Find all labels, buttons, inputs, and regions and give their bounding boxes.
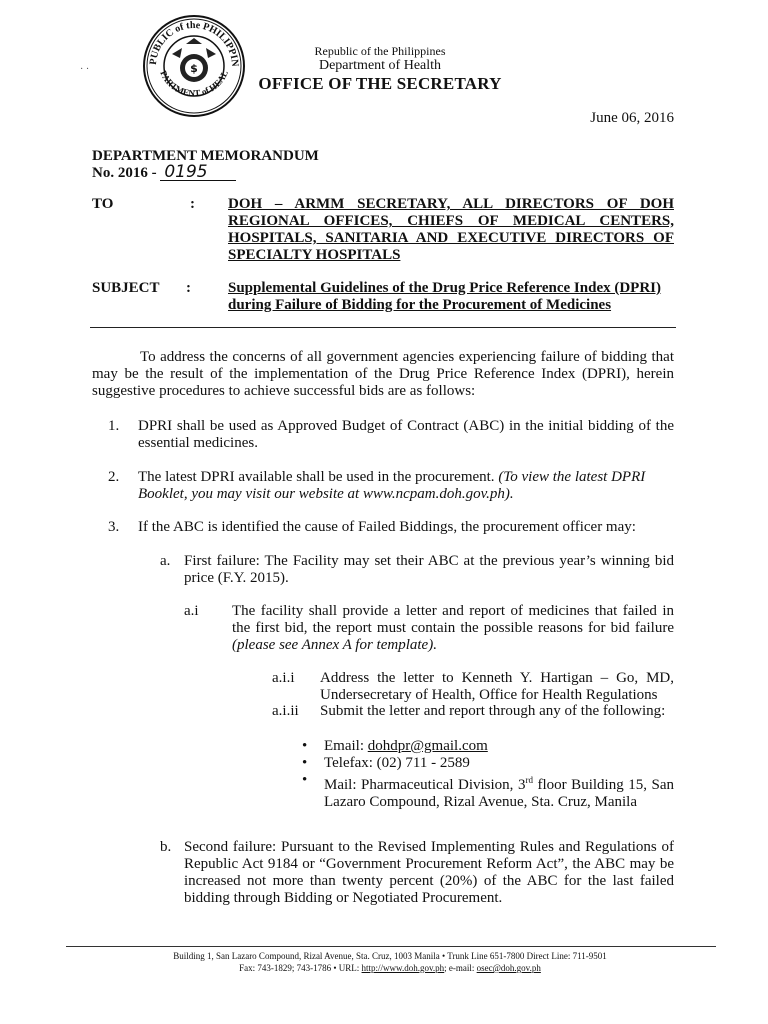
mail-sup: rd <box>525 775 533 785</box>
svg-text:REPUBLIC of the PHILIPPINES: PUBLIC of the PHILIPPIN <box>147 19 241 67</box>
letterhead-republic: Republic of the Philippines <box>314 44 446 58</box>
item-2-main: The latest DPRI available shall be used in the procurement. <box>138 469 499 485</box>
email-label: Email: <box>324 738 368 754</box>
svg-text:$: $ <box>190 62 198 75</box>
subject-label: SUBJECT <box>92 280 160 296</box>
mail-post: floor Building 15, San Lazaro Compound, Rizal Avenue, Sta. Cruz, Manila <box>324 777 674 810</box>
sub-aiii-label: a.i.ii <box>272 703 299 719</box>
letterhead-office: OFFICE OF THE SECRETARY <box>258 74 502 93</box>
memo-number-handwritten: 0195 <box>160 164 236 181</box>
scan-mark: · · <box>80 64 90 75</box>
footer-address: Building 1, San Lazaro Compound, Rizal Avenue, Sta. Cruz, 1003 Manila • Trunk Line 651-7800 Direct Line: 711-9501 <box>173 951 607 961</box>
doh-seal <box>142 14 246 118</box>
letterhead-department: Department of Health <box>318 58 442 73</box>
to-colon: : <box>190 196 195 212</box>
item-3-text: If the ABC is identified the cause of Failed Biddings, the procurement officer may: <box>138 519 636 535</box>
item-1-number: 1. <box>108 418 120 434</box>
to-label: TO <box>92 196 114 212</box>
bullet-dot-mail: • <box>302 772 308 788</box>
intro-paragraph: To address the concerns of all government agencies experiencing failure of bidding that may be the result of the implementation of the Drug Price Reference Index (DPRI), herein suggestive procedures to achieve successful bids are as follows: <box>92 349 674 399</box>
sub-ai-main: The facility shall provide a letter and report of medicines that failed in the first bid, the report must contain the possible reasons for bid failure <box>232 603 674 636</box>
email-link[interactable]: dohdpr@gmail.com <box>367 738 488 754</box>
sub-a-label: a. <box>160 553 171 569</box>
footer-fax: Fax: 743-1829; 743-1786 • URL: <box>239 963 362 973</box>
item-1-text: DPRI shall be used as Approved Budget of Contract (ABC) in the initial bidding of the essential medicines. <box>138 418 674 451</box>
footer-divider <box>66 946 716 947</box>
item-2-text <box>138 469 674 503</box>
mail-pre: Mail: Pharmaceutical Division, 3 <box>324 777 526 793</box>
sub-ai-italic: (please see Annex A for template). <box>232 637 437 653</box>
sub-ai-text <box>232 603 674 654</box>
sub-aii-label: a.i.i <box>272 670 295 686</box>
item-2-italic-note: (To view the latest DPRI Booklet, you may visit our website at www.ncpam.doh.gov.ph). <box>138 469 646 502</box>
bullet-email <box>324 738 488 755</box>
item-2-number: 2. <box>108 469 120 485</box>
memo-number-prefix: No. 2016 - <box>92 165 157 181</box>
bullet-dot-telefax: • <box>302 755 308 771</box>
bullet-telefax: Telefax: (02) 711 - 2589 <box>324 755 470 771</box>
item-3-number: 3. <box>108 519 120 535</box>
footer-contacts <box>60 963 720 973</box>
bullet-mail <box>324 772 674 811</box>
footer-email-label: ; e-mail: <box>444 963 477 973</box>
sub-aiii-text: Submit the letter and report through any of the following: <box>320 703 666 719</box>
memo-number <box>92 164 236 182</box>
memo-date: June 06, 2016 <box>590 110 674 126</box>
sub-b-text: Second failure: Pursuant to the Revised Implementing Rules and Regulations of Republic Act 9184 or “Government Procurement Reform Act”, the ABC may be increased not more than twenty percent (20%) of the ABC for the last failed bidding through Bidding or Negotiated Procurement. <box>184 839 674 906</box>
to-recipients: DOH – ARMM SECRETARY, ALL DIRECTORS OF DOH REGIONAL OFFICES, CHIEFS OF MEDICAL CENTERS, HOSPITALS, SANITARIA AND EXECUTIVE DIRECTORS OF SPECIALTY HOSPITALS <box>228 196 674 263</box>
subject-colon: : <box>186 280 191 296</box>
sub-ai-label: a.i <box>184 603 199 619</box>
sub-aii-text: Address the letter to Kenneth Y. Hartigan – Go, MD, Undersecretary of Health, Office for Health Regulations <box>320 670 674 703</box>
sub-a-text: First failure: The Facility may set their ABC at the previous year’s winning bid price (F.Y. 2015). <box>184 553 674 586</box>
subject-text: Supplemental Guidelines of the Drug Price Reference Index (DPRI) during Failure of Bidding for the Procurement of Medicines <box>228 280 662 313</box>
header-divider <box>90 327 676 328</box>
footer-email-link[interactable]: osec@doh.gov.ph <box>476 963 541 973</box>
footer-url-link[interactable]: http://www.doh.gov.ph <box>361 963 445 973</box>
bullet-dot-email: • <box>302 738 308 754</box>
memo-title: DEPARTMENT MEMORANDUM <box>92 148 319 164</box>
sub-b-label: b. <box>160 839 172 855</box>
svg-text:DEPARTMENT of HEALTH: PARTMENT of HEAL <box>158 69 230 99</box>
